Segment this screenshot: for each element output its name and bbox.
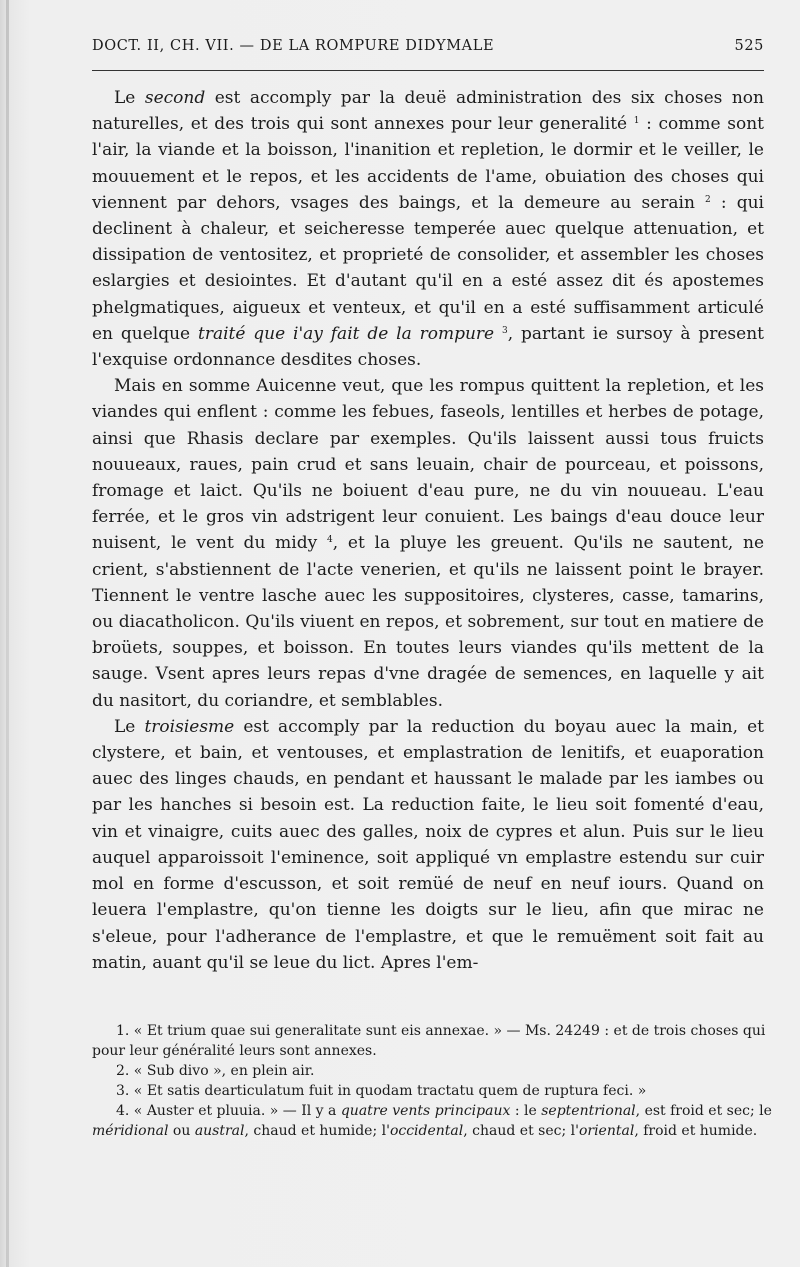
italic-run: austral — [194, 1123, 245, 1139]
text-run: , partant ie sursoy à present l'exquise ordonnance desdites choses. — [92, 323, 764, 371]
text-run: est accomply par la deuë administration des six choses non naturelles, et des trois qui sont annexes pour leur generalité — [92, 88, 764, 135]
footnote-3 — [92, 1081, 782, 1101]
italic-run: occidental — [389, 1123, 464, 1139]
text-run: est accomply par la reduction du boyau auec la main, et clystere, et bain, et ventouses, et emplastration de lenitifs, et euaporation auec des linges chauds, en pendant et haussant le malade par les iambes ou par les hanches si besoin est. La reduction faite, le lieu soit fomenté d'eau, vin et vinaigre, cuits auec des galles, noix de cypres et alun. Puis sur le lieu auquel apparoissoit l'eminence, soit appliqué vn emplastre estendu sur cuir mol en forme d'escusson, et soit remüé de neuf en neuf iours. Quand on leuera l'emplastre, qu'on tienne les doigts sur le lieu, afin que mirac ne s'eleue, pour l'adherance de l'emplastre, et que le remuëment soit fait au matin, auant qu'il se leue du lict. Apres l'em- — [92, 716, 764, 973]
footnote-1 — [92, 1021, 782, 1061]
paragraph-2 — [92, 373, 764, 714]
italic-run: septentrional — [541, 1103, 636, 1119]
footnotes — [92, 1021, 782, 1141]
italic-run: traité que i'ay fait de la rompure — [197, 323, 495, 344]
text-run: ou — [168, 1123, 195, 1139]
footnote-ref-1: 1 — [633, 116, 640, 127]
running-title: DOCT. II, CH. VII. — DE LA ROMPURE DIDYMALE — [92, 38, 495, 54]
italic-run: oriental — [578, 1123, 635, 1139]
footnote-text: « Et satis dearticulatum fuit in quodam tractatu quem de ruptura feci. » — [129, 1083, 647, 1099]
text-run: « Auster et pluuia. » — Il y a — [129, 1103, 341, 1119]
italic-run: quatre vents principaux — [340, 1103, 511, 1119]
text-run: : qui declinent à chaleur, et seicheresse temperée auec quelque attenuation, et dissipation de ventositez, et proprieté de consolider, et assembler les choses eslargies et desiointes. Et d'autant qu'il en a esté assez dit és apostemes phelgmatiques, aigueux et venteux, et qu'il en a esté suffisamment articulé en quelque — [92, 192, 764, 344]
main-text — [92, 85, 764, 976]
footnote-2 — [92, 1061, 782, 1081]
footnote-number: 2. — [116, 1063, 130, 1079]
footnote-number: 4. — [116, 1103, 130, 1119]
footnote-ref-3: 3 — [501, 325, 508, 336]
text-run: Le — [114, 716, 145, 737]
text-run: , est froid et sec; le — [635, 1103, 772, 1119]
italic-run: troisiesme — [144, 716, 235, 737]
footnote-ref-2: 2 — [705, 194, 711, 205]
page-binding-edge — [6, 0, 9, 1267]
text-run: : comme sont l'air, la viande et la boisson, l'inanition et repletion, le dormir et le veiller, le mouuement et le repos, et les accidents de l'ame, obuiation des choses qui viennent par dehors, vsages des baings, et la demeure au serain — [92, 114, 764, 213]
text-run: , et la pluye les greuent. Qu'ils ne sautent, ne crient, s'abstiennent de l'acte venerien, et qu'ils ne laissent point le brayer. Tiennent le ventre lasche auec les suppositoires, clysteres, casse, tamarins, ou diacatholicon. Qu'ils viuent en repos, et sobrement, sur tout en matiere de broüets, souppes, et boisson. En toutes leurs viandes qu'ils mettent de la sauge. Vsent apres leurs repas d'vne dragée de semences, en laquelle y ait du nasitort, du coriandre, et semblables. — [92, 533, 765, 711]
footnote-number: 1. — [116, 1023, 130, 1039]
text-run: , chaud et sec; l' — [463, 1123, 579, 1139]
page-number: 525 — [734, 38, 764, 54]
running-header — [92, 38, 764, 54]
footnote-4 — [92, 1101, 782, 1141]
footnote-ref-4: 4 — [326, 535, 333, 546]
text-run: Le — [114, 88, 145, 108]
header-rule — [92, 70, 764, 71]
text-run: : le — [510, 1103, 542, 1119]
footnote-text: « Sub divo », en plein air. — [129, 1063, 315, 1079]
text-run: , froid et humide. — [634, 1123, 758, 1139]
italic-run: méridional — [92, 1123, 169, 1139]
paragraph-1 — [92, 85, 764, 373]
text-run: , chaud et humide; l' — [244, 1123, 390, 1139]
text-run: Mais en somme Auicenne veut, que les rompus quittent la repletion, et les viandes qui enflent : comme les febues, faseols, lentilles et herbes de potage, ainsi que Rhasis declare par exemples. Qu'ils laissent aussi tous fruicts nouueaux, raues, pain crud et sans leuain, chair de pourceau, et poissons, fromage et laict. Qu'ils ne boiuent d'eau pure, ne du vin nouueau. L'eau ferrée, et le gros vin adstrigent leur conuient. Les baings d'eau douce leur nuisent, le vent du midy — [92, 376, 764, 554]
footnote-number: 3. — [116, 1083, 130, 1099]
footnote-text: « Et trium quae sui generalitate sunt eis annexae. » — Ms. 24249 : et de trois choses qui pour leur généralité leurs sont annexes. — [92, 1023, 766, 1059]
italic-run: second — [144, 88, 206, 108]
paragraph-3 — [92, 714, 764, 976]
text-run — [494, 324, 502, 344]
